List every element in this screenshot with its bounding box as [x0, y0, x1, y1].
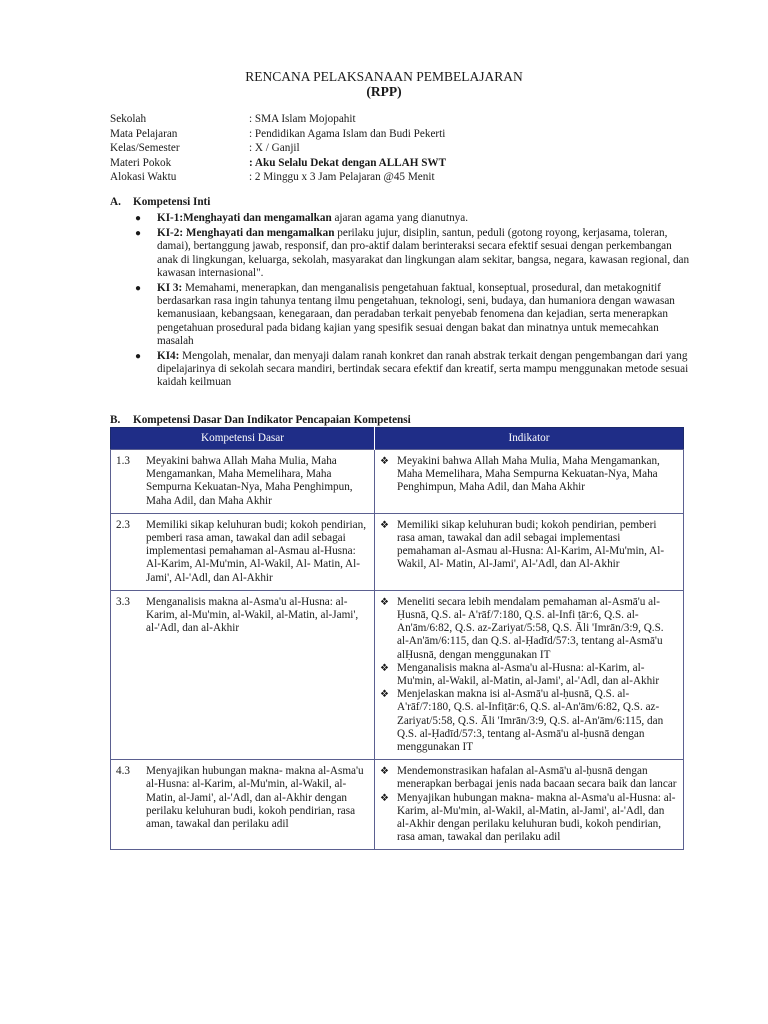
meta-key: Alokasi Waktu [110, 171, 177, 183]
table-header-row [111, 428, 684, 450]
bullet-icon: ● [135, 213, 142, 224]
meta-row [110, 113, 446, 128]
list-item [133, 227, 693, 280]
bullet-icon: ● [135, 283, 142, 295]
kd-text: Menganalisis makna al-Asma'u al-Husna: al-Karim, al-Mu'min, al-Wakil, al-Matin, al-Jami', al-'Adl, dan al-Akhir [146, 595, 359, 635]
ki-body: perilaku jujur, disiplin, santun, peduli (gotong royong, kerjasama, toleran, damai), bertanggung jawab, responsif, dan pro-aktif dalam berinteraksi secara efektif sesuai dengan perkembangan anak di lingkungan, keluarga, sekolah, masyarakat dan lingkungan alam sekitar, bangsa, negara, kawasan regional, dan kawasan internasional". [157, 227, 690, 279]
section-b-heading [110, 414, 411, 427]
ki-body: ajaran agama yang dianutnya. [331, 212, 469, 224]
kd-number: 1.3 [116, 455, 130, 467]
section-title: Kompetensi Inti [133, 196, 211, 208]
indicator-item [380, 765, 677, 791]
identity-block [110, 113, 446, 186]
document-title: RENCANA PELAKSANAAN PEMBELAJARAN [245, 69, 523, 84]
ki-body: Memahami, menerapkan, dan menganalisis pengetahuan faktual, konseptual, prosedural, dan metakognitif berdasarkan rasa ingin tahunya tentang ilmu pengetahuan, teknologi, seni, budaya, dan humaniora dengan wawasan kemanusiaan, kebangsaan, kenegaraan, dan peradaban terkait penyebab fenomena dan kejadian, serta menerapkan pengetahuan prosedural pada bidang kajian yang spesifik sesuai dengan bakat dan minatnya untuk memecahkan masalah [157, 282, 675, 347]
meta-row [110, 142, 446, 157]
meta-value: : Aku Selalu Dekat dengan ALLAH SWT [249, 156, 447, 169]
indicator-text: Menjelaskan makna isi al-Asmā'u al-ḥusnā, Q.S. al-A'rāf/7:180, Q.S. al-Infiṭār:6, Q.S. al-An'ām/6:82, Q.S. az-Zariyat/5:58, Q.S. Āli 'Imrān/3:9, Q.S. al-An'ām/6:115, dan Q.S. al-Ḥadīd/57:3, tentang al-Asmā'u al-ḥusnā dengan menggunakan IT [397, 688, 664, 754]
indicator-text: Menganalisis makna al-Asma'u al-Husna: al-Karim, al-Mu'min, al-Wakil, al-Matin, al-Jami', al-'Adl, dan al-Akhir [397, 661, 660, 688]
indicator-item [380, 596, 677, 662]
meta-key: Materi Pokok [110, 156, 172, 169]
table-row [111, 590, 684, 759]
indicator-item [380, 519, 677, 572]
ki-body: Mengolah, menalar, dan menyaji dalam ranah konkret dan ranah abstrak terkait dengan pengembangan dari yang dipelajarinya di sekolah secara mandiri, bertindak secara efektif dan kreatif, serta mampu menggunakan metode sesuai kaidah keilmuan [157, 350, 689, 389]
ki-lead: KI4: [157, 350, 180, 363]
meta-key: Mata Pelajaran [110, 127, 178, 140]
ki-text [157, 350, 693, 390]
indicator-text: Mendemonstrasikan hafalan al-Asmā'u al-ḥusnā dengan menerapkan berbagai jenis nada bacaan secara baik dan lancar [397, 765, 677, 791]
bullet-icon: ● [135, 351, 142, 363]
kd-number: 2.3 [116, 518, 130, 531]
indicator-cell [375, 760, 684, 850]
diamond-bullet-icon: ❖ [380, 519, 389, 531]
meta-row [110, 171, 446, 186]
meta-key: Kelas/Semester [110, 142, 180, 154]
diamond-bullet-icon: ❖ [380, 596, 389, 608]
header-indikator: Indikator [375, 428, 684, 450]
meta-row [110, 157, 446, 172]
section-a-heading [110, 196, 210, 209]
list-item [133, 282, 693, 348]
kd-text: Memiliki sikap keluhuran budi; kokoh pendirian, pemberi rasa aman, tawakal dan adil sebagai implementasi pemahaman al-Asmau al-Husna: Al-Karim, Al-Mu'min, Al-Wakil, Al- Matin, Al-Jami', Al-'Adl, dan Al-Akhir [146, 518, 366, 584]
ki-text [157, 282, 693, 348]
indicator-item [380, 792, 677, 845]
meta-key: Sekolah [110, 113, 147, 125]
indicator-item [380, 455, 677, 495]
section-title: Kompetensi Dasar Dan Indikator Pencapaian Kompetensi [133, 414, 411, 426]
kd-cell [111, 760, 375, 850]
kd-entry [116, 519, 368, 585]
ki-lead: KI-2: Menghayati dan mengamalkan [157, 227, 335, 240]
diamond-bullet-icon: ❖ [380, 689, 389, 701]
indicator-item [380, 688, 677, 754]
kd-number: 4.3 [116, 765, 130, 778]
list-item [133, 350, 693, 390]
meta-value: : X / Ganjil [249, 142, 300, 154]
document-subtitle: (RPP) [366, 84, 402, 99]
kd-number: 3.3 [116, 595, 130, 608]
indicator-cell [375, 590, 684, 759]
indicator-cell [375, 450, 684, 514]
indicator-text: Memiliki sikap keluhuran budi; kokoh pendirian, pemberi rasa aman, tawakal dan adil sebagai implementasi pemahaman al-Asmau al-Husna: Al-Karim, Al-Mu'min, Al-Wakil, Al- Matin, Al-Jami', Al-'Adl, dan Al-Akhir [397, 518, 665, 571]
kompetensi-inti-list [133, 212, 693, 392]
meta-row [110, 128, 446, 143]
diamond-bullet-icon: ❖ [380, 792, 389, 804]
diamond-bullet-icon: ❖ [380, 662, 389, 674]
kd-entry [116, 765, 368, 831]
ki-lead: KI-1:Menghayati dan mengamalkan [157, 212, 332, 224]
kd-entry [116, 596, 368, 636]
table-row [111, 450, 684, 514]
kd-cell [111, 513, 375, 590]
kd-text: Menyajikan hubungan makna- makna al-Asma'u al-Husna: al-Karim, al-Mu'min, al-Wakil, al-Matin, al-Jami', al-'Adl, dan al-Akhir dengan perilaku keluhuran budi, kokoh pendirian, rasa aman, tawakal dan perilaku adil [146, 765, 364, 831]
indicator-cell [375, 513, 684, 590]
section-letter: A. [110, 196, 121, 208]
kompetensi-table [110, 427, 684, 850]
kd-entry [116, 455, 368, 508]
diamond-bullet-icon: ❖ [380, 766, 389, 778]
ki-lead: KI 3: [157, 282, 183, 295]
indicator-text: Meyakini bahwa Allah Maha Mulia, Maha Mengamankan, Maha Memelihara, Maha Sempurna Kekuatan-Nya, Maha Penghimpun, Maha Adil, dan Maha Akhir [397, 455, 660, 494]
table-row [111, 513, 684, 590]
meta-value: : SMA Islam Mojopahit [249, 113, 356, 125]
ki-text [157, 227, 693, 280]
table-row [111, 760, 684, 850]
meta-value: : 2 Minggu x 3 Jam Pelajaran @45 Menit [249, 171, 435, 183]
header-kompetensi-dasar: Kompetensi Dasar [111, 428, 375, 450]
indicator-item [380, 662, 677, 688]
kd-text: Meyakini bahwa Allah Maha Mulia, Maha Mengamankan, Maha Memelihara, Maha Sempurna Kekuatan-Nya, Maha Penghimpun, Maha Adil, dan Maha Akhir [146, 455, 353, 507]
bullet-icon: ● [135, 228, 142, 240]
indicator-text: Meneliti secara lebih mendalam pemahaman al-Asmā'u al-Ḥusnā, Q.S. al- A'rāf/7:180, Q.S. al-Infi ṭār:6, Q.S. al-An'ām/6:82, Q.S. az-Zariyat/5:58, Q.S. Āli 'Imrān/3:9, Q.S. al-An'ām/6:115, dan Q.S. al-Ḥadīd/57:3, tentang al-Asmā'u alḤusnā, dengan menggunakan IT [397, 595, 664, 661]
list-item [133, 212, 693, 225]
kd-cell [111, 590, 375, 759]
indicator-text: Menyajikan hubungan makna- makna al-Asma'u al-Husna: al-Karim, al-Mu'min, al-Wakil, al-Matin, al-Jami', al-'Adl, dan al-Akhir dengan perilaku keluhuran budi, kokoh pendirian, rasa aman, tawakal dan perilaku adil [397, 791, 676, 844]
meta-value: : Pendidikan Agama Islam dan Budi Pekerti [249, 127, 446, 140]
diamond-bullet-icon: ❖ [380, 456, 389, 467]
ki-text [157, 212, 693, 225]
section-letter: B. [110, 414, 121, 426]
kd-cell [111, 450, 375, 514]
